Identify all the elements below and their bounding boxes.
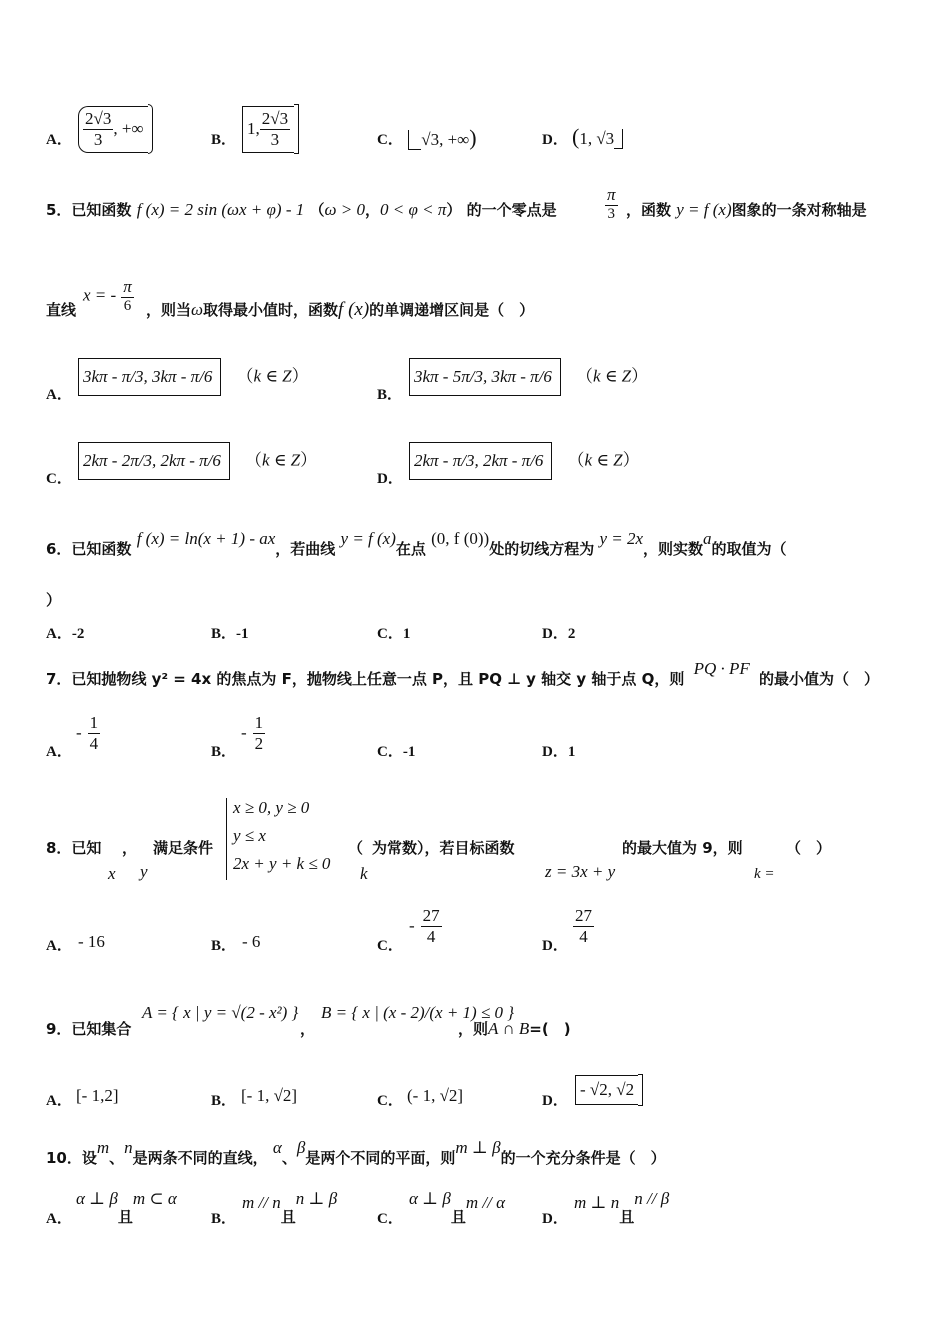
q7-option-a-label: A．	[46, 744, 72, 760]
q8-option-a[interactable]: - 16	[78, 932, 105, 951]
q5-zero-den: 3	[607, 206, 616, 222]
q10-c1: α ⊥ β	[409, 1189, 451, 1208]
q10-and: 且	[117, 1208, 133, 1226]
q4-b-head: 1,	[247, 118, 260, 138]
q5-text: 的单调递增区间是（ ）	[369, 301, 535, 319]
q4-option-a-label: A．	[46, 132, 72, 148]
q8-option-c-label: C．	[377, 938, 403, 954]
q5-option-d-label: D．	[377, 471, 403, 487]
q10-option-d[interactable]	[574, 1189, 670, 1226]
q8-option-a-label: A．	[46, 938, 72, 954]
q5-option-b[interactable]: 3kπ - 5π/3, 3kπ - π/6 （k ∈ Z）	[409, 358, 648, 396]
q8-c-sign: -	[409, 916, 415, 935]
q9-option-b[interactable]: [- 1, √2]	[241, 1086, 298, 1105]
q7-text: 的最小值为（ ）	[759, 670, 880, 688]
q9-option-b-label: B．	[211, 1093, 237, 1109]
q10-option-d-label: D．	[542, 1211, 568, 1227]
q5-axis-num: π	[123, 277, 132, 296]
q8-d-den: 4	[579, 927, 588, 946]
q10-dun: 、	[109, 1149, 125, 1167]
q10-option-b-label: B．	[211, 1211, 237, 1227]
q8-sys1: x ≥ 0, y ≥ 0	[233, 798, 310, 817]
q5-option-a-text: 3kπ - π/3, 3kπ - π/6	[83, 367, 213, 386]
q5-option-a-label: A．	[46, 387, 72, 403]
q5-option-a[interactable]: 3kπ - π/3, 3kπ - π/6 （k ∈ Z）	[78, 358, 309, 396]
q5-option-d-text: 2kπ - π/3, 2kπ - π/6	[414, 451, 544, 470]
q5-function: f (x) = 2 sin (ωx + φ) - 1	[136, 200, 305, 219]
q8-system	[226, 798, 330, 880]
q5-option-c[interactable]: 2kπ - 2π/3, 2kπ - π/6 （k ∈ Z）	[78, 442, 317, 480]
q7-option-d[interactable]: D．1	[542, 744, 576, 760]
q8-keq: k =	[754, 866, 775, 882]
q4-a-frac-den: 3	[93, 129, 103, 149]
q6-stem-line1	[46, 529, 787, 559]
q7-expr: PQ · PF	[693, 659, 750, 678]
q5-zero-frac	[605, 185, 618, 223]
q10-b2: n ⊥ β	[295, 1189, 338, 1208]
q6-option-c[interactable]: C．1	[377, 626, 411, 642]
q9-text: =( )	[529, 1020, 571, 1038]
q5-text: 取得最小值时，函数	[203, 301, 339, 319]
q8-t2: ，	[122, 839, 138, 857]
q4-a-frac-num: 2√3	[85, 108, 112, 128]
q8-k: k	[360, 864, 368, 883]
q7-text: 7．已知抛物线 y² = 4x 的焦点为 F，抛物线上任意一点 P，且 PQ ⊥ y 轴交 y 轴于点 Q，则	[46, 670, 685, 688]
q9-option-a[interactable]: [- 1,2]	[76, 1086, 119, 1105]
q5-text: 直线	[46, 301, 77, 319]
q8-c-num: 27	[422, 906, 440, 925]
q10-and: 且	[280, 1208, 296, 1226]
q7-stem	[46, 659, 880, 689]
q7-b-num: 1	[254, 713, 264, 732]
q5-kz: k ∈ Z	[253, 366, 292, 386]
q8-d-num: 27	[575, 906, 592, 925]
q10-stem	[46, 1138, 666, 1168]
q6-text: ，则实数	[643, 540, 704, 558]
q8-option-b-label: B．	[211, 938, 237, 954]
q7-option-b[interactable]: - $\frac{1}{2}$	[241, 713, 264, 753]
q10-b1: m // n	[242, 1193, 281, 1212]
q10-option-a-label: A．	[46, 1211, 72, 1227]
q9-number: 9．已知集合	[46, 1020, 132, 1038]
q10-option-c-label: C．	[377, 1211, 403, 1227]
q5-stem-line1b	[626, 199, 867, 220]
q5-stem-line2	[46, 299, 76, 320]
q9-option-d[interactable]	[575, 1074, 643, 1106]
q5-kz: k ∈ Z	[584, 450, 623, 470]
q9-t1	[458, 1018, 571, 1039]
q4-option-c-label: C．	[377, 132, 403, 148]
q10-text: 是两条不同的直线，	[132, 1149, 268, 1167]
q10-m: m	[96, 1138, 110, 1157]
q4-a-tail: , +∞	[113, 118, 144, 138]
q5-kz: k ∈ Z	[593, 366, 632, 386]
q10-and: 且	[619, 1208, 635, 1226]
q5-option-c-label: C．	[46, 471, 72, 487]
q5-yf: y = f (x)	[676, 200, 732, 219]
q6-function: f (x) = ln(x + 1) - ax	[136, 529, 276, 548]
q4-b-frac-num: 2√3	[261, 108, 289, 128]
q5-text: ，函数	[626, 201, 672, 219]
q5-axis	[83, 277, 134, 315]
q8-option-c[interactable]	[409, 906, 442, 947]
q10-text: 的一个充分条件是（ ）	[500, 1149, 666, 1167]
q4-option-b[interactable]	[242, 104, 299, 154]
q10-option-a[interactable]	[76, 1189, 177, 1226]
q8-sys3: 2x + y + k ≤ 0	[233, 854, 331, 873]
q4-d-val: 1, √3	[579, 129, 615, 148]
q4-option-a[interactable]	[78, 104, 153, 154]
q7-a-num: 1	[89, 713, 99, 732]
q5-omega: ω	[191, 300, 204, 319]
q6-number: 6．已知函数	[46, 540, 132, 558]
q5-text: 图象的一条对称轴是	[731, 201, 867, 219]
q6-stem-line2: ）	[46, 591, 62, 609]
q9-set-b: B = { x | (x - 2)/(x + 1) ≤ 0 }	[321, 1003, 515, 1022]
q10-c2: m // α	[465, 1193, 506, 1212]
q6-yf: y = f (x)	[340, 529, 396, 548]
q10-option-b[interactable]	[242, 1189, 338, 1226]
q4-option-c[interactable]: √3, +∞)	[408, 125, 477, 151]
q10-n: n	[124, 1138, 133, 1157]
q5-zero-num: π	[607, 185, 616, 204]
q4-option-b-label: B．	[211, 132, 237, 148]
q7-option-a[interactable]: - $\frac{1}{4}$	[76, 713, 99, 753]
q6-a: a	[703, 529, 712, 548]
q9-option-c[interactable]: (- 1, √2]	[407, 1086, 464, 1105]
q8-c-den: 4	[426, 927, 436, 946]
q6-option-d[interactable]: D．2	[542, 626, 576, 642]
q5-stem-line1	[46, 199, 557, 220]
q6-option-b[interactable]: B．-1	[211, 626, 249, 642]
q5-paren: （	[309, 201, 325, 219]
q10-text: 是两个不同的平面，则	[305, 1149, 456, 1167]
q4-c-val: √3, +∞	[421, 130, 470, 149]
q7-option-b-label: B．	[211, 744, 237, 760]
q10-option-c[interactable]	[409, 1189, 506, 1226]
q5-fx: f (x)	[338, 299, 370, 320]
q5-cond2: 0 < φ < π	[380, 200, 447, 219]
q10-beta: β	[296, 1138, 306, 1157]
q9-option-d-label: D．	[542, 1093, 568, 1109]
q5-option-b-text: 3kπ - 5π/3, 3kπ - π/6	[414, 367, 552, 386]
q7-b-den: 2	[254, 734, 264, 753]
q5-axis-lhs: x = -	[83, 285, 117, 305]
q8-x: x	[108, 864, 116, 883]
q8-t5: 为常数），若目标函数	[372, 839, 515, 857]
q6-point: (0, f (0))	[431, 529, 490, 548]
q5-paren: ）	[446, 201, 462, 219]
q9-text: ，则	[458, 1020, 489, 1038]
q9-anb: A ∩ B	[488, 1019, 530, 1038]
q8-y: y	[140, 862, 148, 881]
q8-option-d-label: D．	[542, 938, 568, 954]
q6-text: ，若曲线	[275, 540, 336, 558]
q10-mb: m ⊥ β	[455, 1138, 501, 1157]
q8-t7: （ ）	[786, 839, 832, 857]
q6-text: 处的切线方程为	[489, 540, 595, 558]
q9-option-d-text: - √2, √2	[580, 1080, 635, 1099]
q8-sys2: y ≤ x	[233, 826, 266, 845]
q5-kz: k ∈ Z	[262, 450, 301, 470]
q10-number: 10．设	[46, 1149, 97, 1167]
q8-option-d[interactable]	[573, 906, 594, 947]
q8-option-b[interactable]: - 6	[242, 932, 261, 951]
q9-option-c-label: C．	[377, 1093, 403, 1109]
q4-option-d[interactable]: (1, √3	[572, 124, 623, 150]
q10-d1: m ⊥ n	[574, 1193, 620, 1212]
q9-sep: ，	[300, 1020, 316, 1038]
q10-a1: α ⊥ β	[76, 1189, 118, 1208]
q5-cond1: ω > 0	[324, 200, 365, 219]
q8-t6: 的最大值为 9，则	[622, 839, 743, 857]
q4-b-frac-den: 3	[270, 129, 280, 149]
q7-a-den: 4	[89, 734, 99, 753]
q6-text: 的取值为（	[711, 540, 787, 558]
q10-dun: 、	[281, 1149, 297, 1167]
q10-and: 且	[450, 1208, 466, 1226]
q5-axis-den: 6	[123, 298, 132, 314]
q5-sep: ，	[364, 201, 380, 219]
q5-option-c-text: 2kπ - 2π/3, 2kπ - π/6	[83, 451, 221, 470]
q6-text: 在点	[395, 540, 426, 558]
q8-z: z = 3x + y	[545, 862, 616, 881]
q5-option-d[interactable]: 2kπ - π/3, 2kπ - π/6 （k ∈ Z）	[409, 442, 640, 480]
q5-option-b-label: B．	[377, 387, 403, 403]
q6-option-a[interactable]: A．-2	[46, 626, 85, 642]
q8-t1: 8．已知	[46, 839, 102, 857]
q5-text: ，则当	[146, 301, 192, 319]
q10-d2: n // β	[634, 1189, 670, 1208]
q8-t4: （	[348, 839, 364, 857]
q10-a2: m ⊂ α	[132, 1189, 177, 1208]
q5-number: 5．已知函数	[46, 201, 132, 219]
q5-text: 的一个零点是	[466, 201, 557, 219]
q7-option-c[interactable]: C．-1	[377, 744, 416, 760]
q10-alpha: α	[272, 1138, 282, 1157]
q5-stem-line2b	[146, 299, 534, 321]
q4-option-d-label: D．	[542, 132, 568, 148]
q8-t3: 满足条件	[153, 839, 214, 857]
q6-tangent: y = 2x	[599, 529, 644, 548]
q9-set-a: A = { x | y = √(2 - x²) }	[142, 1003, 299, 1022]
q9-option-a-label: A．	[46, 1093, 72, 1109]
